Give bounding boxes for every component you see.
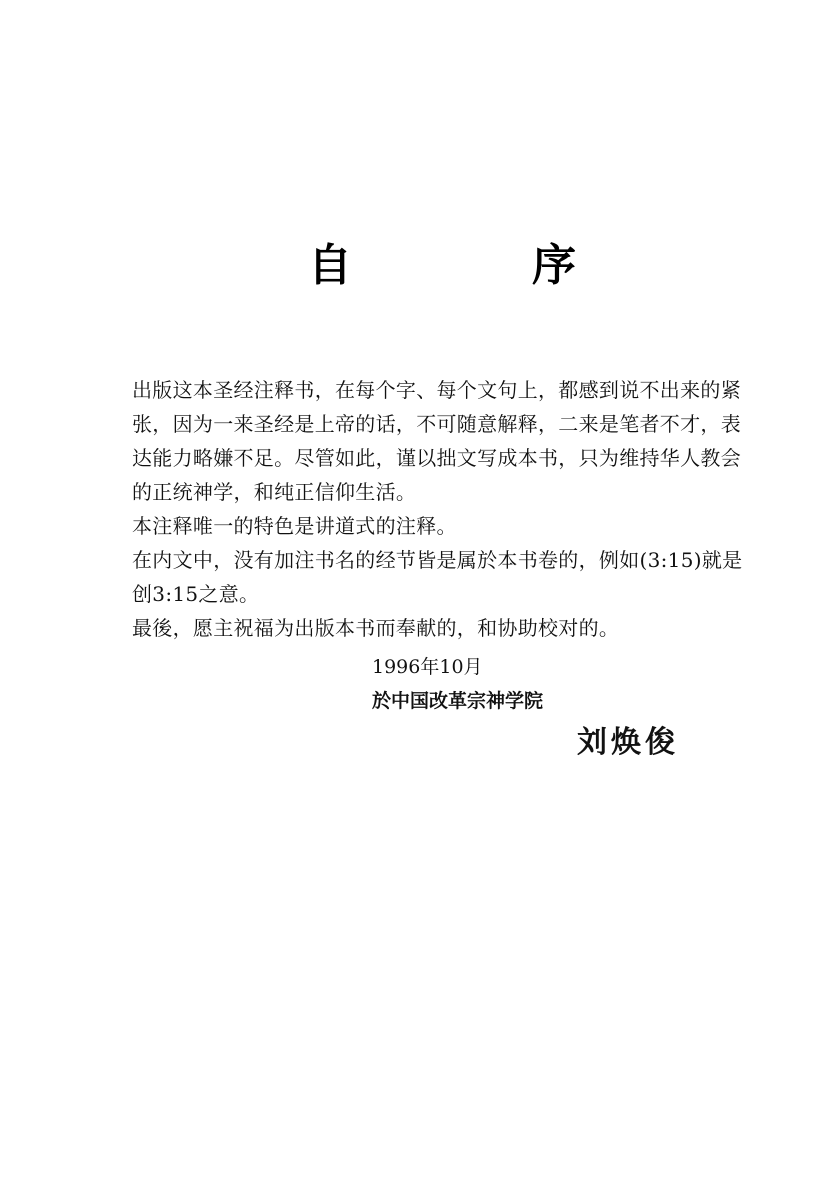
body-line: 在内文中，没有加注书名的经节皆是属於本书卷的，例如(3:15)就是 bbox=[132, 548, 743, 572]
title-char-left: 自 bbox=[308, 240, 352, 291]
title-char-right: 序 bbox=[532, 240, 576, 291]
body-line: 本注释唯一的特色是讲道式的注释。 bbox=[132, 514, 457, 538]
signature-author: 刘焕俊 bbox=[577, 725, 679, 760]
preface-body bbox=[132, 373, 772, 645]
body-line: 创3:15之意。 bbox=[132, 582, 260, 606]
signature-institution: 於中国改革宗神学院 bbox=[372, 690, 544, 712]
body-line: 达能力略嫌不足。尽管如此，谨以拙文写成本书，只为维持华人教会 bbox=[132, 446, 741, 470]
body-line: 出版这本圣经注释书，在每个字、每个文句上，都感到说不出来的紧 bbox=[132, 378, 741, 402]
signature-date: 1996年10月 bbox=[372, 656, 483, 678]
body-line: 的正统神学，和纯正信仰生活。 bbox=[132, 480, 417, 504]
body-line: 张，因为一来圣经是上帝的话，不可随意解释，二来是笔者不才，表 bbox=[132, 412, 741, 436]
body-line: 最後，愿主祝福为出版本书而奉献的，和协助校对的。 bbox=[132, 616, 620, 640]
